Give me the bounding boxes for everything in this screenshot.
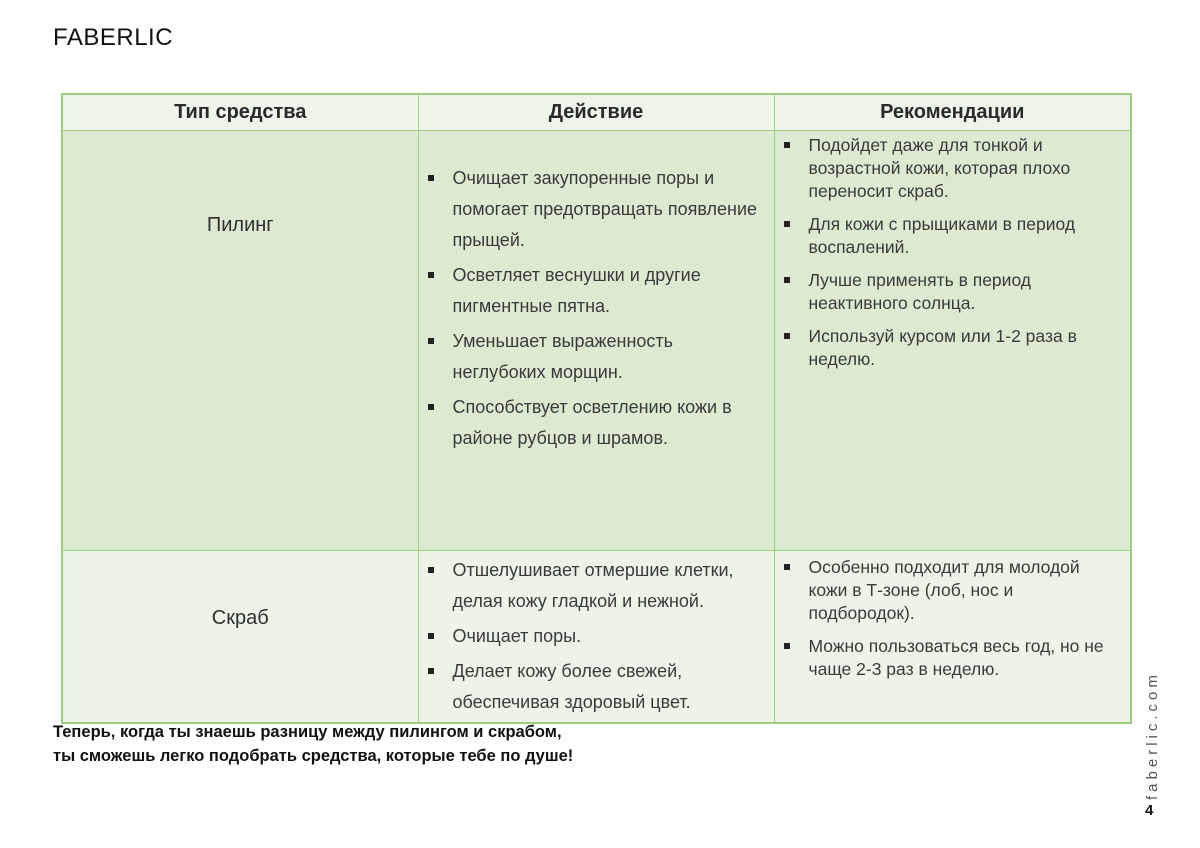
recommendation-item: Подойдет даже для тонкой и возрастной кожи, которая плохо переносит скраб. [775,134,1123,203]
recommendation-list-peeling [775,134,1123,371]
action-item: Осветляет веснушки и другие пигментные пятна. [419,260,766,322]
column-header-type: Тип средства [62,94,418,131]
action-list-scrub [419,555,766,718]
type-cell-peeling: Пилинг [62,131,418,551]
recommendation-item: Особенно подходит для молодой кожи в Т-зоне (лоб, нос и подбородок). [775,556,1123,625]
action-item: Делает кожу более свежей, обеспечивая здоровый цвет. [419,656,766,718]
conclusion-line-1: Теперь, когда ты знаешь разницу между пилингом и скрабом, [53,723,562,741]
action-list-peeling [419,163,766,454]
recommendation-item: Используй курсом или 1-2 раза в неделю. [775,325,1123,371]
action-item: Очищает закупоренные поры и помогает предотвращать появление прыщей. [419,163,766,256]
recommendation-item: Можно пользоваться весь год, но не чаще 2-3 раз в неделю. [775,635,1123,681]
conclusion-line-2: ты сможешь легко подобрать средства, которые тебе по душе! [53,747,574,765]
column-header-recommendations: Рекомендации [774,94,1131,131]
action-item: Способствует осветлению кожи в районе рубцов и шрамов. [419,392,766,454]
recommendation-cell-scrub [774,551,1131,724]
recommendation-item: Лучше применять в период неактивного солнца. [775,269,1123,315]
recommendation-list-scrub [775,556,1123,681]
type-cell-scrub: Скраб [62,551,418,724]
comparison-table [61,93,1132,724]
conclusion-text [53,720,573,768]
brand-logo: FABERLIC [53,24,174,51]
website-label: faberlic.com [1144,671,1161,800]
table-row-peeling [62,131,1131,551]
page-number: 4 [1145,802,1154,819]
table-header-row [62,94,1131,131]
action-item: Очищает поры. [419,621,766,652]
action-item: Уменьшает выраженность неглубоких морщин. [419,326,766,388]
recommendation-item: Для кожи с прыщиками в период воспалений. [775,213,1123,259]
action-cell-scrub [418,551,774,724]
column-header-action: Действие [418,94,774,131]
action-item: Отшелушивает отмершие клетки, делая кожу гладкой и нежной. [419,555,766,617]
recommendation-cell-peeling [774,131,1131,551]
action-cell-peeling [418,131,774,551]
table-row-scrub [62,551,1131,724]
